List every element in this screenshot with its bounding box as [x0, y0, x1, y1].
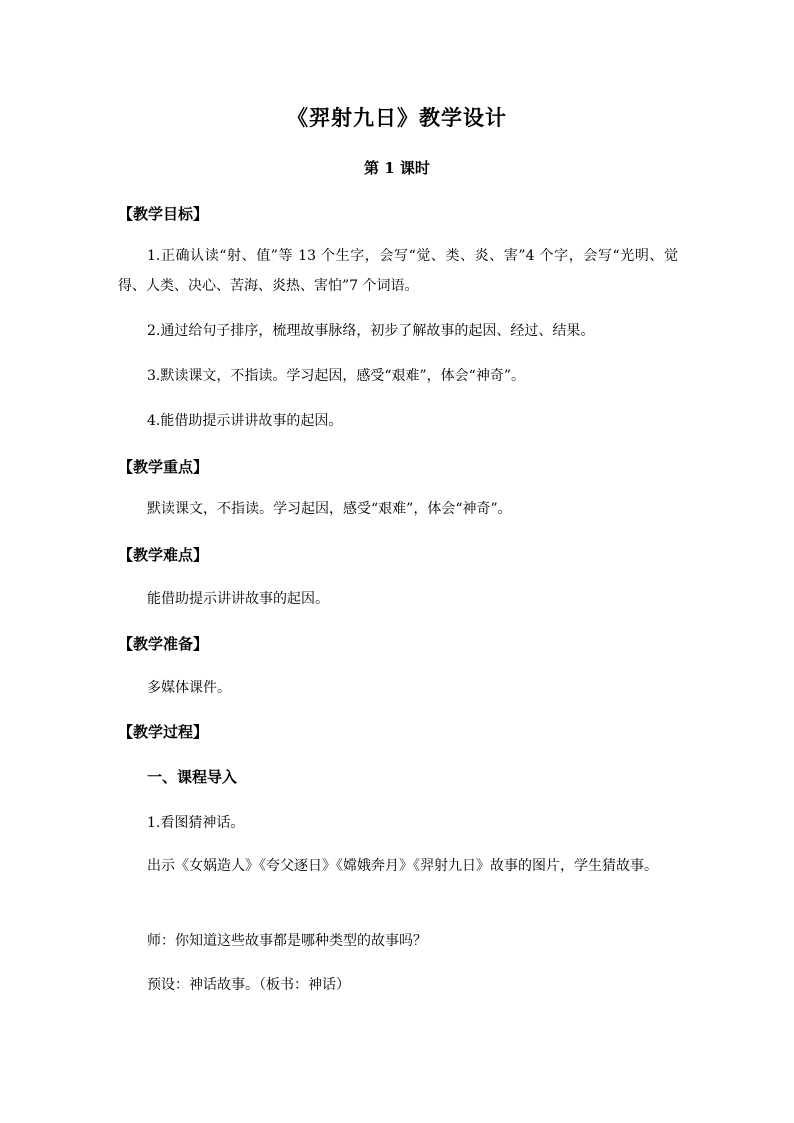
process-paragraph-2: 出示《女娲造人》《夸父逐日》《嫦娥奔月》《羿射九日》故事的图片，学生猜故事。: [147, 858, 658, 874]
difficulties-text: 能借助提示讲讲故事的起因。: [147, 591, 329, 607]
lesson-period: 第 1 课时: [364, 159, 430, 177]
preparation-heading: 【教学准备】: [118, 635, 209, 653]
objective-item-1: 1.正确认读“射、值”等 13 个生字，会写“觉、类、炎、害”4 个字，会写“光明、觉得、人类、决心、苦海、炎热、害怕”7 个词语。: [118, 248, 678, 294]
key-points-heading: 【教学重点】: [118, 458, 209, 476]
process-paragraph-3: 师：你知道这些故事都是哪种类型的故事吗？: [147, 933, 427, 949]
objective-item-2: 2.通过给句子排序，梳理故事脉络，初步了解故事的起因、经过、结果。: [147, 323, 595, 339]
process-paragraph-4: 预设：神话故事。（板书：神话）: [147, 977, 350, 993]
key-points-text: 默读课文，不指读。学习起因，感受“艰难”，体会“神奇”。: [147, 501, 512, 517]
step-title: 一、课程导入: [147, 768, 238, 786]
process-paragraph-1: 1.看图猜神话。: [147, 815, 245, 831]
difficulties-heading: 【教学难点】: [118, 546, 209, 564]
preparation-text: 多媒体课件。: [147, 680, 231, 696]
objectives-heading: 【教学目标】: [118, 205, 209, 223]
document-title: 《羿射九日》教学设计: [287, 105, 507, 130]
objective-item-4: 4.能借助提示讲讲故事的起因。: [147, 413, 343, 429]
process-heading: 【教学过程】: [118, 723, 209, 741]
objective-item-3: 3.默读课文，不指读。学习起因，感受“艰难”，体会“神奇”。: [147, 368, 525, 384]
